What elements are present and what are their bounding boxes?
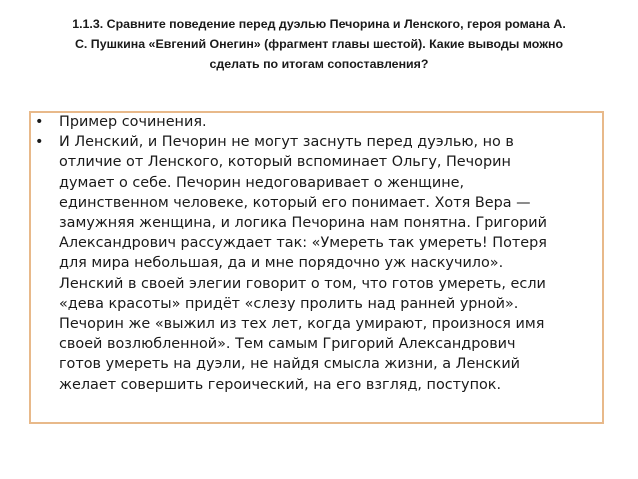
bullet-text-line: Ленский в своей элегии говорит о том, что готов умереть, если — [59, 275, 546, 292]
title-line-2: С. Пушкина «Евгений Онегин» (фрагмент главы шестой). Какие выводы можно — [74, 37, 564, 51]
bullet-item-example-heading — [35, 112, 600, 132]
bullet-text-line: единственном человеке, который его понимает. Хотя Вера — — [59, 194, 531, 211]
bullet-text-line: замужняя женщина, и логика Печорина нам понятна. Григорий — [59, 215, 547, 232]
bullet-text-line: желает совершить героический, на его взгляд, поступок. — [59, 376, 502, 393]
bullet-text-line: «дева красоты» придёт «слезу пролить над ранней урной». — [59, 295, 519, 312]
title-line-3: сделать по итогам сопоставления? — [209, 57, 429, 71]
bullet-text-line: отличие от Ленского, который вспоминает Ольгу, Печорин — [59, 154, 511, 171]
bullet-text-line: своей возлюбленной». Тем самым Григорий Александрович — [59, 336, 516, 353]
title-line-1: 1.1.3. Сравните поведение перед дуэлью Печорина и Ленского, героя романа А. — [72, 17, 566, 31]
bullet-text-line: для мира небольшая, да и мне порядочно уж наскучило». — [59, 255, 504, 272]
slide-title — [18, 14, 620, 74]
bullet-text-line: Александрович рассуждает так: «Умереть так умереть! Потеря — [59, 235, 547, 252]
bullet-text-line: И Ленский, и Печорин не могут заснуть перед дуэлью, но в — [59, 134, 514, 151]
bullet-text-line: Печорин же «выжил из тех лет, когда умирают, произнося имя — [59, 316, 545, 333]
bullet-icon: • — [35, 134, 44, 151]
bullet-text-line: думает о себе. Печорин недоговаривает о женщине, — [59, 174, 465, 191]
bullet-text-line: Пример сочинения. — [59, 114, 207, 130]
bullet-icon: • — [35, 114, 44, 130]
bullet-list — [35, 112, 600, 395]
bullet-text-line: готов умереть на дуэли, не найдя смысла жизни, а Ленский — [59, 356, 521, 373]
bullet-item-essay-text — [35, 132, 600, 395]
